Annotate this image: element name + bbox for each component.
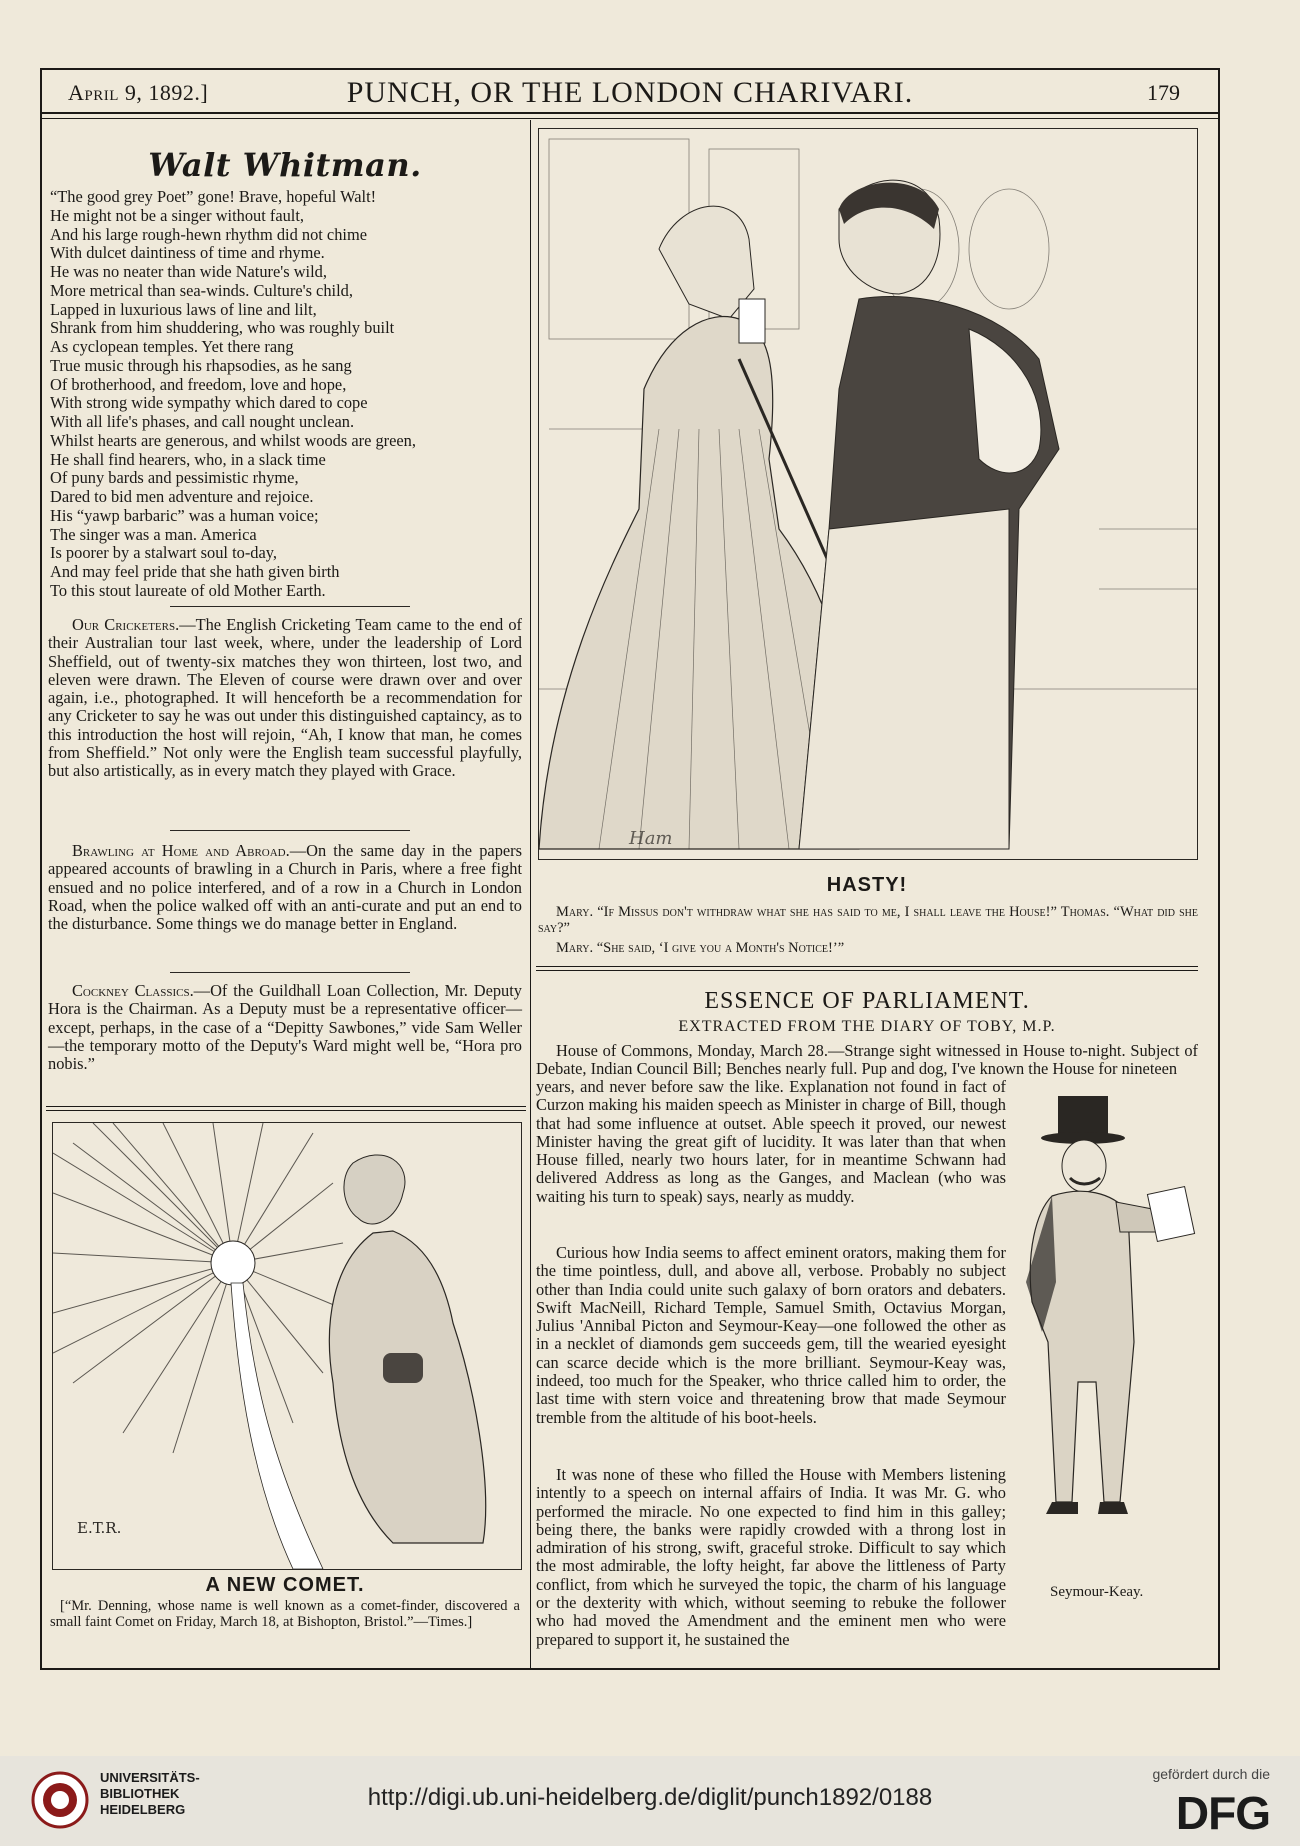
essence-paragraph-1-cont: years, and never before saw the like. Explanation not found in fact of Curzon making his maiden speech as Minister in charge of Bill, though that had some influence at outset. Able speech it proved, our newest Minister having the great gift of lucidity. It was later than that when House filled, nearly two hours later, for in meantime Schwann had delivered Address as long as the Ganges, and Maclean (who was waiting his turn to speak) says, nearly as muddy. [536,1078,1006,1206]
poem-line: With dulcet daintiness of time and rhyme. [50,243,325,263]
poem-line: Is poorer by a stalwart soul to-day, [50,543,277,563]
cockney-lead: Cockney Classics. [72,981,194,1000]
poem-line: He might not be a singer without fault, [50,205,305,225]
header-rule-1 [40,112,1220,114]
poem-line: Whilst hearts are generous, and whilst woods are green, [50,430,416,450]
essence-paragraph-3: It was none of these who filled the House with Members listening intently to a speech on internal affairs of India. It was Mr. G. who performed the miracle. No one expected to find him in this galley; being there, the banks were rapidly crowded with a throng lost in admiration of his strong, swift, graceful stroke. Difficult to say which the most admirable, the lofty height, far above the littleness of Party conflict, from which he surveyed the topic, the charm of his language or the dexterity with which, without seeming to rebuke the follower who had moved the Amendment and the eminent men who were prepared to support it, he sustained the [536,1466,1006,1649]
library-line-1: UNIVERSITÄTS- [100,1770,200,1785]
column-divider [530,120,531,1670]
poem-line: Lapped in luxurious laws of line and lilt, [50,299,317,319]
poem-line: As cyclopean temples. Yet there rang [50,337,294,356]
header-left-border [40,68,42,1670]
poem-line: And may feel pride that she hath given birth [50,562,340,581]
hasty-caption-line2: Mary. “She said, ‘I give you a Month's Notice!’” [556,940,845,956]
poem-line: His “yawp barbaric” was a human voice; [50,505,319,525]
hasty-illustration [538,128,1198,860]
issue-date: April 9, 1892.] [68,80,209,105]
poem-line: True music through his rhapsodies, as he sang [50,355,352,375]
cricketers-divider [170,830,410,831]
portrait-drawing [1012,1082,1198,1572]
poem-line: Dared to bid men adventure and rejoice. [50,487,314,506]
cockney-text: —Of the Guildhall Loan Collection, Mr. Deputy Hora is the Chairman. As a Deputy must be a representative officer—except, perhaps, in the case of a “Depitty Sawbones,” vide Sam Weller—the temporary motto of the Deputy's Ward might well be, “Hora pro nobis.” [48,981,522,1074]
library-line-3: HEIDELBERG [100,1802,186,1817]
poem-line: Of puny bards and pessimistic rhyme, [50,468,299,488]
poem-divider [170,606,410,607]
cricketers-lead: Our Cricketers. [72,615,180,634]
page-header [40,74,1220,112]
hasty-title: HASTY! [826,874,908,896]
archive-url-link[interactable]: http://digi.ub.uni-heidelberg.de/diglit/punch1892/0188 [367,1784,933,1811]
cricketers-paragraph [48,616,522,781]
essence-title: ESSENCE OF PARLIAMENT. [704,988,1030,1014]
hasty-rule-2 [536,970,1198,971]
poem-line: With all life's phases, and call nought unclean. [50,412,355,431]
comet-illustration [52,1122,522,1570]
poem-line: More metrical than sea-winds. Culture's child, [50,280,353,300]
poem-line: Shrank from him shuddering, who was roughly built [50,318,395,338]
comet-drawing [53,1123,521,1569]
publication-title: PUNCH, OR THE LONDON CHARIVARI. [346,76,914,109]
poem-title: Walt Whitman. [148,146,422,184]
comet-caption: [“Mr. Denning, whose name is well known as a comet-finder, discovered a small faint Comet on Friday, March 18, at Bishopton, Bristol.”—Times.] [50,1598,520,1630]
hasty-caption-line1: Mary. “If Missus don't withdraw what she has said to me, I shall leave the House!” Thomas. “What did she say?” [538,904,1198,936]
page-number: 179 [1147,80,1180,105]
brawling-text: —On the same day in the papers appeared accounts of brawling in a Church in Paris, where a free fight ensued and no police interfered, and of a row in a Church in London Road, when the police walked off with an anti-curate and put an end to the disturbance. Some things we do manage better in England. [48,841,523,934]
essence-paragraph-2: Curious how India seems to affect eminent orators, making them for the time pointless, dull, and above all, verbose. Probably no subject other than India could unite such galaxy of born orators and debaters. Swift MacNeill, Richard Temple, Samuel Smith, Octavius Morgan, Julius 'Annibal Picton and Seymour-Keay—one followed the other as in a necklet of diamonds gem succeeds gem, till the wearied eyesight can scarce decide which is the more brilliant. Seymour-Keay was, indeed, too much for the Speaker, who thrice called him to order, the last time with stern voice and threatening brow that made Seymour tremble from the altitude of his boot-heels. [536,1244,1006,1427]
essence-paragraph-1: House of Commons, Monday, March 28.—Strange sight witnessed in House to-night. Subject of Debate, Indian Council Bill; Benches nearly full. Pup and dog, I've known the House for nineteen [536,1042,1198,1078]
bottom-rule [40,1668,1220,1670]
comet-title: A NEW COMET. [205,1574,365,1596]
poem-line: He was no neater than wide Nature's wild, [50,262,327,281]
cricketers-text: —The English Cricketing Team came to the end of their Australian tour last week, where, under the leadership of Lord Sheffield, out of twenty-six matches they won thirteen, lost two, and eleven were drawn. The Eleven of course were drawn over and over again, i.e., photographed. It will henceforth be a recommendation for any Cricketer to say he was out under this distinguished captaincy, as to this introduction the host will rejoin, “Ah, I know that man, he comes from Sheffield.” Not only were the English team successful playfully, but also artistically, as in every match they played with Grace. [48,615,522,781]
hasty-rule-1 [536,966,1198,967]
svg-text:Ham: Ham [629,828,673,849]
header-right-border [1218,68,1220,1670]
brawling-lead: Brawling at Home and Abroad. [72,841,290,860]
dfg-logo: DFG [1175,1787,1270,1839]
portrait-caption: Seymour-Keay. [1050,1584,1144,1600]
funding-text: gefördert durch die [1152,1766,1270,1782]
archive-footer [0,1756,1300,1846]
artist-initials: E.T.R. [77,1519,122,1537]
cockney-paragraph [48,982,522,1073]
hasty-drawing [539,129,1197,859]
comet-top-rule-2 [46,1110,526,1111]
essence-subtitle: EXTRACTED FROM THE DIARY OF TOBY, M.P. [678,1018,1056,1035]
brawling-divider [170,972,410,973]
poem-line: The singer was a man. America [50,524,257,544]
poem-body [50,188,524,601]
comet-top-rule [46,1106,526,1107]
top-rule [40,68,1220,70]
poem-line: With strong wide sympathy which dared to cope [50,393,368,413]
poem-line: And his large rough-hewn rhythm did not chime [50,224,367,244]
library-line-2: BIBLIOTHEK [100,1786,180,1801]
seymour-keay-portrait [1012,1082,1198,1572]
poem-line: To this stout laureate of old Mother Earth. [50,580,326,600]
poem-line: “The good grey Poet” gone! Brave, hopeful Walt! [50,187,377,206]
poem-line: He shall find hearers, who, in a slack time [50,449,326,469]
header-rule-2 [40,118,1220,119]
poem-line: Of brotherhood, and freedom, love and hope, [50,374,347,394]
brawling-paragraph [48,842,522,933]
